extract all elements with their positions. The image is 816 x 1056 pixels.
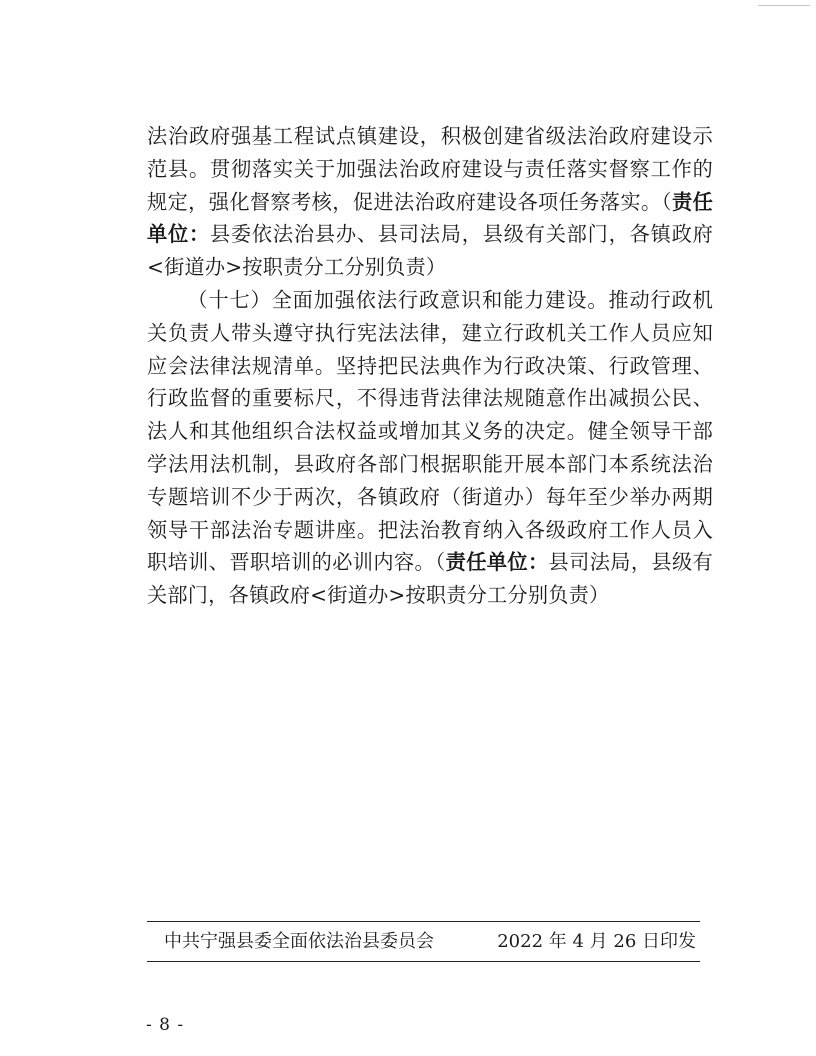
- issue-date: 2022 年 4 月 26 日印发: [497, 931, 696, 952]
- responsibility-units: 县委依法治县办、县司法局，县级有关部门，各镇政府<街道办>按职责分工分别负责）: [147, 222, 713, 280]
- responsibility-label: 责任单位：: [147, 189, 714, 247]
- issuer-name: 中共宁强县委全面依法治县委员会: [164, 931, 434, 952]
- footer-top-rule: [147, 921, 700, 922]
- document-body: [147, 120, 713, 612]
- responsibility-label: 责任单位：: [445, 550, 549, 575]
- paragraph-2-text: 推动行政机关负责人带头遵守执行宪法法律，建立行政机关工作人员应知应会法律法规清单。坚持把民法典作为行政决策、行政管理、行政监督的重要标尺，不得违背法律法规随意作出减损公民、法人和其他组织合法权益或增加其义务的决定。健全领导干部学法用法机制，县政府各部门根据职能开展本部门本系统法治专题培训不少于两次，各镇政府（街道办）每年至少举办两期领导干部法治专题讲座。把法治教育纳入各级政府工作人员入职培训、晋职培训的必训内容。（: [147, 287, 713, 575]
- scan-edge-mark: [758, 0, 810, 6]
- paragraph-1-text: 法治政府强基工程试点镇建设，积极创建省级法治政府建设示范县。贯彻落实关于加强法治政府建设与责任落实督察工作的规定，强化督察考核，促进法治政府建设各项任务落实。（: [147, 124, 713, 214]
- paragraph-continuation: [147, 120, 713, 284]
- responsibility-units: 县司法局，县级有关部门，各镇政府<街道办>按职责分工分别负责）: [147, 550, 713, 608]
- item-17-heading: （十七）全面加强依法行政意识和能力建设。: [187, 287, 609, 312]
- page-number: - 8 -: [146, 1015, 185, 1035]
- paragraph-item-17: [147, 284, 713, 612]
- footer-bottom-rule: [147, 961, 700, 962]
